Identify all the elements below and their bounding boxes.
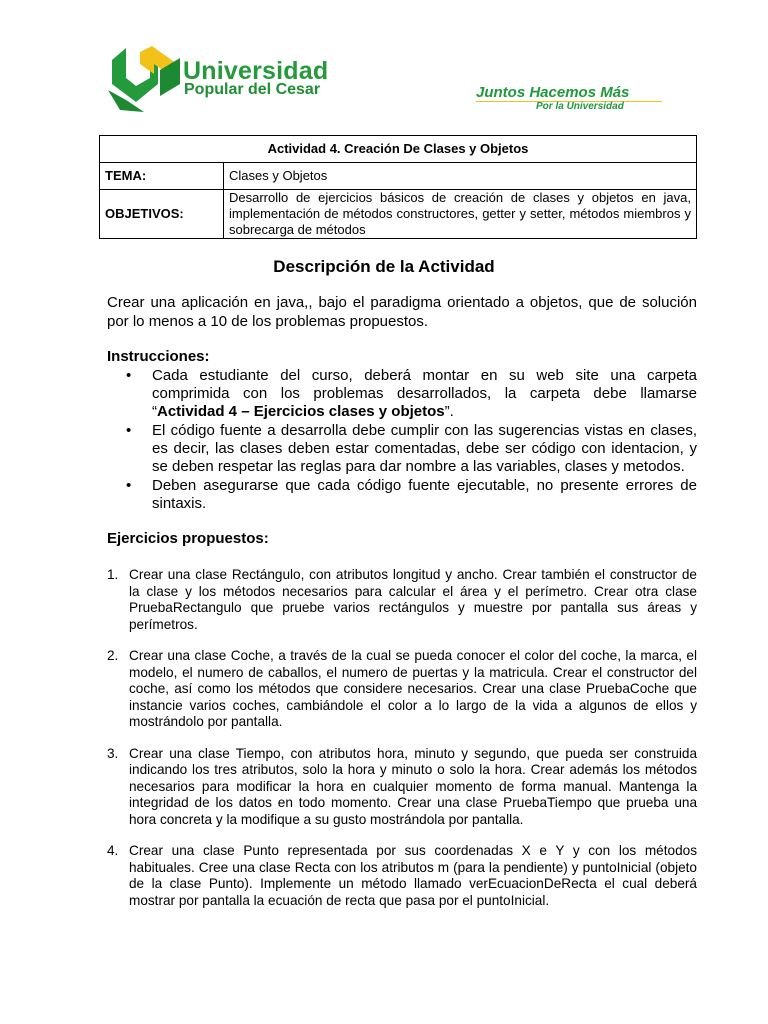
instruction-text: Cada estudiante del curso, deberá montar en su web site una carpeta comprimida con los problemas desarrollados, la carpeta debe llamarse “ [152, 367, 697, 420]
instruction-text-end: ”. [444, 403, 454, 420]
objetivos-value: Desarrollo de ejercicios básicos de creación de clases y objetos en java, implementación de métodos constructores, getter y setter, métodos miembros y sobrecarga de métodos [224, 190, 697, 239]
exercise-item [107, 843, 697, 909]
slogan-subtitle: Por la Universidad [536, 101, 624, 112]
table-row-objetivos [100, 190, 697, 239]
exercise-number: 2. [107, 648, 119, 663]
exercise-number: 4. [107, 843, 119, 858]
exercise-text: Crear una clase Coche, a través de la cual se pueda conocer el color del coche, la marca, el modelo, el numero de caballos, el numero de puertas y la matricula. Crear el constructor del coche, así como los métodos que considere necesarios. Crear una clase PruebaCoche que instancie varios coches, cambiándole el color a lo largo de la vida a algunos de ellos y mostrándolo por pantalla. [129, 648, 697, 729]
exercise-text: Crear una clase Rectángulo, con atributos longitud y ancho. Crear también el constructor de la clase y los métodos necesarios para calcular el área y el perímetro. Crear otra clase PruebaRectangulo que pruebe varios rectángulos y muestre por pantalla sus áreas y perímetros. [129, 567, 697, 632]
exercise-item [107, 567, 697, 633]
document-header [0, 0, 768, 125]
tema-value: Clases y Objetos [224, 163, 697, 190]
table-title-row [100, 136, 697, 163]
folder-name: Actividad 4 – Ejercicios clases y objetos [157, 403, 445, 420]
activity-info-table [99, 135, 697, 239]
bullet-icon: • [126, 422, 132, 439]
exercise-item [107, 746, 697, 829]
list-item [107, 422, 697, 476]
instruction-text: Deben asegurarse que cada código fuente ejecutable, no presente errores de sintaxis. [152, 477, 697, 512]
university-subtitle: Popular del Cesar [184, 81, 321, 98]
objetivos-label: OBJETIVOS: [100, 190, 224, 239]
bullet-icon: • [126, 367, 132, 384]
list-item [107, 477, 697, 513]
exercise-text: Crear una clase Tiempo, con atributos hora, minuto y segundo, que pueda ser construida indicando los tres atributos, solo la hora y minuto o solo la hora. Crear además los métodos necesarios para modificar la hora en cualquier momento de forma manual. Mantenga la integridad de los datos en todo momento. Crear una clase PruebaTiempo que prueba una hora concreta y la modifique a su gusto mostrándola por pantalla. [129, 745, 697, 827]
exercise-item [107, 648, 697, 731]
intro-paragraph: Crear una aplicación en java,, bajo el paradigma orientado a objetos, que de solución por lo menos a 10 de los problemas propuestos. [107, 294, 697, 330]
exercises-heading: Ejercicios propuestos: [107, 530, 269, 547]
instructions-list [107, 367, 697, 514]
tema-label: TEMA: [100, 163, 224, 190]
instruction-text: El código fuente a desarrolla debe cumplir con las sugerencias vistas en clases, es decir, las clases deben estar comentadas, debe ser código con identacion, y se deben respetar las reglas para dar nombre a las variables, clases y metodos. [152, 422, 697, 475]
activity-description-heading: Descripción de la Actividad [273, 257, 495, 276]
exercise-number: 1. [107, 567, 119, 582]
exercises-list [107, 567, 697, 924]
table-row-tema [100, 163, 697, 190]
list-item [107, 367, 697, 421]
exercise-number: 3. [107, 745, 119, 761]
slogan: Juntos Hacemos Más [476, 84, 630, 101]
university-name: Universidad [183, 57, 329, 85]
bullet-icon: • [126, 477, 132, 494]
upc-logo-icon [106, 44, 182, 112]
instructions-heading: Instrucciones: [107, 348, 210, 365]
activity-title: Actividad 4. Creación De Clases y Objetos [100, 136, 697, 163]
exercise-text: Crear una clase Punto representada por sus coordenadas X e Y y con los métodos habituales. Cree una clase Recta con los atributos m (para la pendiente) y puntoInicial (objeto de la clase Punto). Implemente un método llamado verEcuacionDeRecta el cual deberá mostrar por pantalla la ecuación de recta que pasa por el puntoInicial. [129, 843, 697, 908]
